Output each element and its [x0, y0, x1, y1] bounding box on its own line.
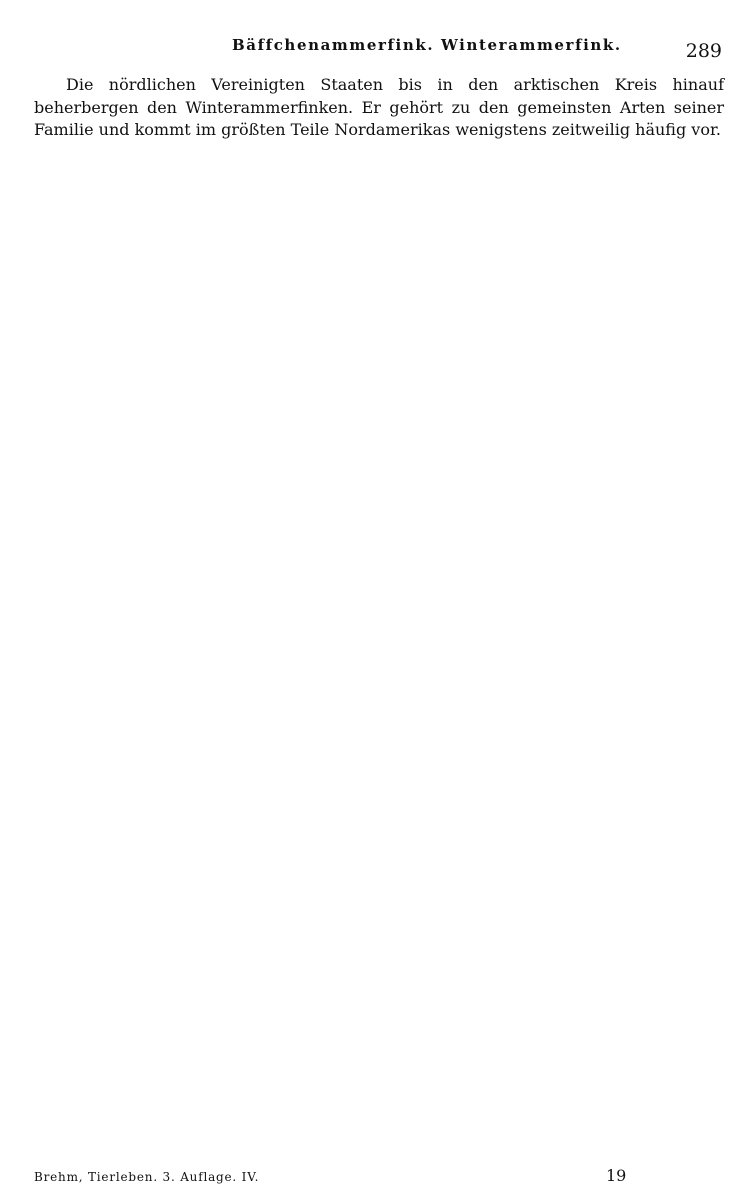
body-text — [34, 74, 724, 142]
page-number: 289 — [685, 40, 722, 62]
footer-signature: Brehm, Tierleben. 3. Auflage. IV. — [34, 1170, 260, 1184]
paragraph-1: Die nördlichen Vereinigten Staaten bis in den arktischen Kreis hinauf beherbergen den Winterammerfinken. Er gehört zu den gemeinsten Arten seiner Familie und kommt im größten Teile Nordamerikas wenigstens zeitweilig häufig vor. — [34, 75, 724, 140]
running-title: Bäffchenammerfink. Winterammerfink. — [232, 36, 622, 54]
sheet-mark: 19 — [606, 1166, 627, 1185]
